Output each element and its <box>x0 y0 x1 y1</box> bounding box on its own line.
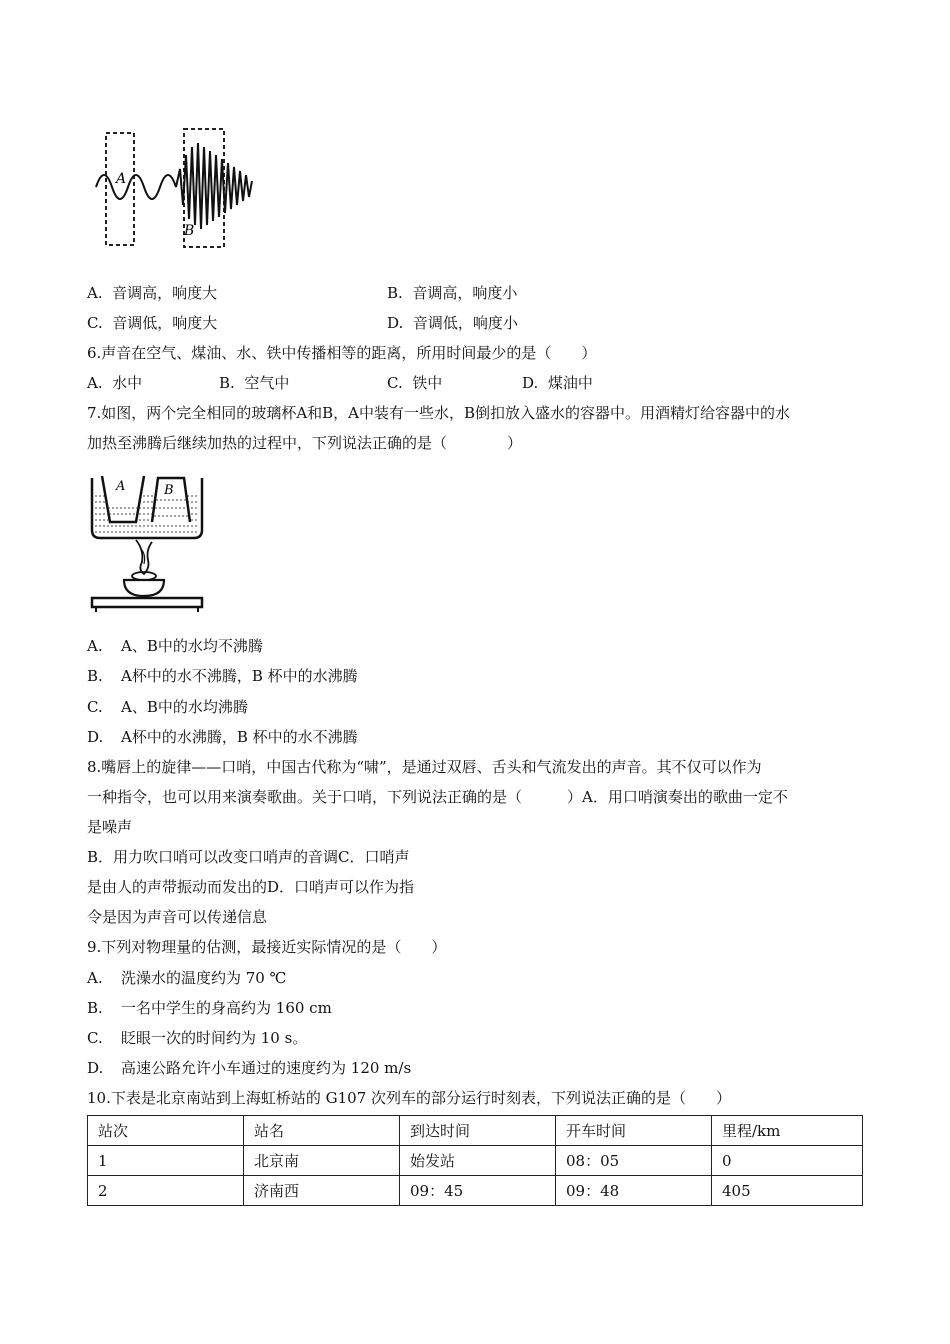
q9-option-c <box>87 1028 307 1048</box>
table-cell: 0 <box>712 1146 863 1176</box>
q9-option-a <box>87 968 286 988</box>
q6-option-b <box>219 373 289 393</box>
option-text: 一名中学生的身高约为 160 cm <box>121 999 332 1017</box>
option-label: C. <box>387 374 403 392</box>
q5-option-d <box>387 313 518 333</box>
table-row <box>88 1176 863 1206</box>
option-label: D. <box>87 728 104 746</box>
table-cell: 北京南 <box>244 1146 400 1176</box>
q6-option-d <box>522 373 593 393</box>
q8-line5: 是由人的声带振动而发出的D．口哨声可以作为指 <box>87 878 415 896</box>
option-text: 水中 <box>112 374 143 392</box>
q8-line1: 8.嘴唇上的旋律——口哨，中国古代称为“啸”，是通过双唇、舌头和气流发出的声音。其不仅可以作为 <box>87 758 762 776</box>
option-text: 音调低，响度小 <box>412 314 518 332</box>
q6-option-c <box>387 373 442 393</box>
option-label: B. <box>87 999 103 1017</box>
option-label: A. <box>87 374 103 392</box>
header-cell: 里程/km <box>712 1116 863 1146</box>
table-cell: 405 <box>712 1176 863 1206</box>
header-cell: 站次 <box>88 1116 244 1146</box>
q9-option-d <box>87 1058 411 1078</box>
option-text: 空气中 <box>244 374 290 392</box>
option-label: D. <box>522 374 539 392</box>
option-text: 眨眼一次的时间约为 10 s。 <box>121 1029 308 1047</box>
table-cell: 09：45 <box>400 1176 556 1206</box>
option-label: C. <box>87 1029 103 1047</box>
q5-option-a <box>87 283 217 303</box>
q7-stem-line2: 加热至沸腾后继续加热的过程中，下列说法正确的是（ ） <box>87 434 523 452</box>
sound-wave-figure <box>92 125 262 250</box>
table-cell: 08：05 <box>556 1146 712 1176</box>
option-label: B. <box>219 374 235 392</box>
option-label: A. <box>87 637 103 655</box>
table-cell: 1 <box>88 1146 244 1176</box>
q7-option-c <box>87 697 248 717</box>
option-text: 音调高，响度小 <box>412 284 518 302</box>
option-text: 音调低，响度大 <box>112 314 218 332</box>
q8-line3: 是噪声 <box>87 818 133 836</box>
option-label: A. <box>87 969 103 987</box>
q8-line6: 令是因为声音可以传递信息 <box>87 908 268 926</box>
cup-label-a: A <box>116 479 126 494</box>
option-label: B. <box>387 284 403 302</box>
table-header-row <box>88 1116 863 1146</box>
q8-line4: B．用力吹口哨可以改变口哨声的音调C．口哨声 <box>87 848 410 866</box>
q6-option-a <box>87 373 142 393</box>
q7-option-d <box>87 727 358 747</box>
q5-option-b <box>387 283 517 303</box>
option-text: A、B中的水均不沸腾 <box>121 637 263 655</box>
q7-option-a <box>87 636 263 656</box>
table-cell: 2 <box>88 1176 244 1206</box>
option-text: 音调高，响度大 <box>112 284 218 302</box>
header-cell: 到达时间 <box>400 1116 556 1146</box>
option-text: A、B中的水均沸腾 <box>121 698 248 716</box>
train-timetable <box>87 1115 863 1206</box>
table-cell: 济南西 <box>244 1176 400 1206</box>
q9-option-b <box>87 998 332 1018</box>
q9-stem: 9.下列对物理量的估测，最接近实际情况的是（ ） <box>87 938 447 956</box>
option-label: D. <box>387 314 404 332</box>
boiling-cups-figure <box>86 470 208 615</box>
option-text: 洗澡水的温度约为 70 ℃ <box>121 969 287 987</box>
q7-option-b <box>87 666 358 686</box>
option-label: C. <box>87 314 103 332</box>
option-text: 高速公路允许小车通过的速度约为 120 m/s <box>121 1059 412 1077</box>
q10-stem: 10.下表是北京南站到上海虹桥站的 G107 次列车的部分运行时刻表，下列说法正确的是（ ） <box>87 1089 732 1107</box>
option-label: D. <box>87 1059 104 1077</box>
header-cell: 开车时间 <box>556 1116 712 1146</box>
q7-stem-line1: 7.如图，两个完全相同的玻璃杯A和B，A中装有一些水，B倒扣放入盛水的容器中。用酒精灯给容器中的水 <box>87 404 791 422</box>
q8-line2: 一种指令，也可以用来演奏歌曲。关于口哨，下列说法正确的是（ ）A．用口哨演奏出的歌曲一定不 <box>87 788 788 806</box>
table-row <box>88 1146 863 1176</box>
fig-label-b: B <box>184 223 195 239</box>
table-cell: 09：48 <box>556 1176 712 1206</box>
option-text: 煤油中 <box>547 374 593 392</box>
option-label: C. <box>87 698 103 716</box>
option-text: A杯中的水沸腾，B 杯中的水不沸腾 <box>121 728 358 746</box>
table-cell: 始发站 <box>400 1146 556 1176</box>
cup-label-b: B <box>164 483 174 498</box>
option-text: A杯中的水不沸腾，B 杯中的水沸腾 <box>121 667 358 685</box>
q5-option-c <box>87 313 217 333</box>
fig-label-a: A <box>116 171 127 187</box>
q6-stem: 6.声音在空气、煤油、水、铁中传播相等的距离，所用时间最少的是（ ） <box>87 344 597 362</box>
option-text: 铁中 <box>412 374 443 392</box>
option-label: A. <box>87 284 103 302</box>
option-label: B. <box>87 667 103 685</box>
header-cell: 站名 <box>244 1116 400 1146</box>
